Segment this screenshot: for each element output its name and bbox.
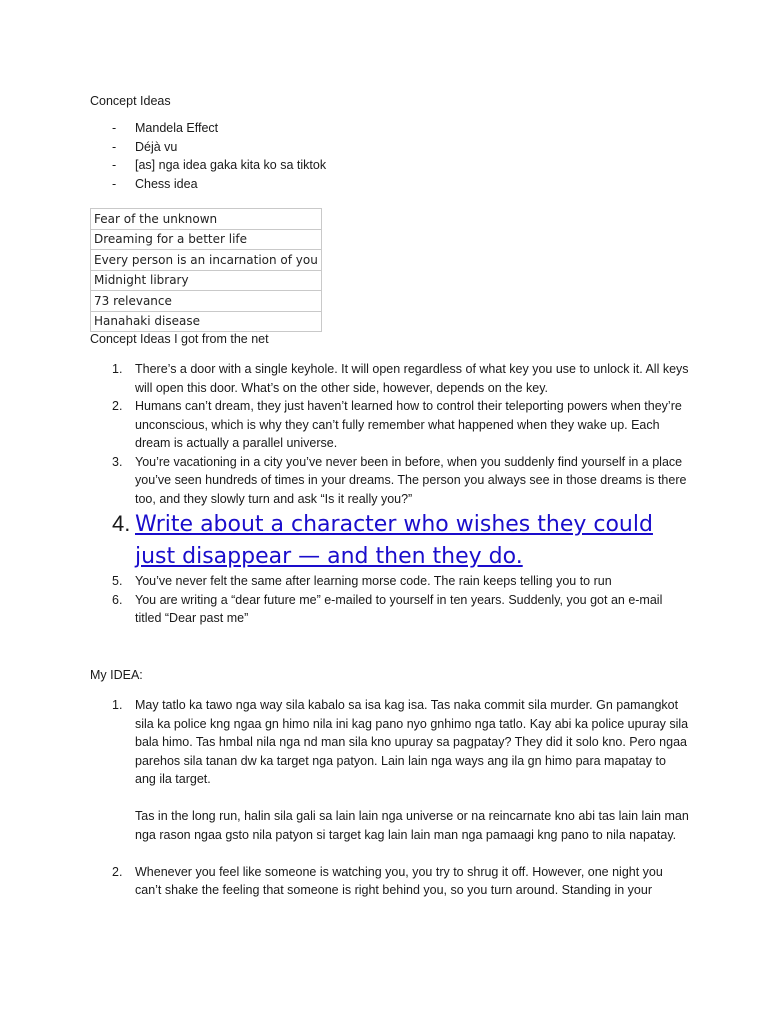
list-item bbox=[90, 572, 690, 591]
net-ideas-list bbox=[90, 360, 690, 628]
list-item-text: Humans can’t dream, they just haven’t learned how to control their teleporting powers when they’re unconscious, which is why they can’t fully remember what happened when they wake up. Each dream is actually a parallel universe. bbox=[135, 399, 682, 450]
list-number: 3. bbox=[112, 454, 123, 469]
bullet-dash: - bbox=[112, 176, 117, 191]
net-ideas-heading: Concept Ideas I got from the net bbox=[90, 332, 269, 346]
list-number: 2. bbox=[112, 399, 123, 413]
table-cell: Fear of the unknown bbox=[91, 209, 322, 230]
list-item bbox=[90, 696, 690, 844]
list-number: 6. bbox=[112, 592, 123, 607]
list-item-text: [as] nga idea gaka kita ko sa tiktok bbox=[135, 158, 327, 172]
bullet-dash: - bbox=[112, 158, 117, 172]
concept-ideas-heading: Concept Ideas bbox=[90, 94, 171, 108]
table-cell: Midnight library bbox=[91, 270, 322, 291]
table-cell: 73 relevance bbox=[91, 291, 322, 312]
bullet-dash: - bbox=[112, 121, 117, 135]
list-item bbox=[90, 397, 690, 453]
list-item bbox=[90, 453, 690, 509]
table-row bbox=[91, 311, 322, 332]
paragraph: Whenever you feel like someone is watching you, you try to shrug it off. However, one night you can’t shake the feeling that someone is right behind you, so you turn around. Standing in your bbox=[135, 864, 663, 897]
list-number: 1. bbox=[112, 362, 123, 376]
table-row bbox=[91, 291, 322, 312]
table-row bbox=[91, 229, 322, 250]
table-cell: Every person is an incarnation of you bbox=[91, 250, 322, 271]
ideas-table bbox=[90, 208, 322, 332]
bullet-dash: - bbox=[112, 139, 117, 154]
list-item bbox=[90, 591, 690, 628]
list-number: 5. bbox=[112, 574, 123, 588]
my-ideas-list bbox=[90, 696, 690, 900]
table-row bbox=[91, 209, 322, 230]
table-cell: Dreaming for a better life bbox=[91, 229, 322, 250]
my-idea-heading: My IDEA: bbox=[90, 668, 143, 682]
table-row bbox=[91, 250, 322, 271]
paragraph: Tas in the long run, halin sila gali sa lain lain nga universe or na reincarnate kno abi tas lain lain man nga rason ngaa gsto nila patyon si target kag lain lain man nga pamaagi kng pano to nila napatay. bbox=[135, 809, 689, 842]
list-item-text: Déjà vu bbox=[135, 139, 178, 154]
list-number: 4. bbox=[112, 511, 131, 536]
list-item-text: There’s a door with a single keyhole. It will open regardless of what key you use to unlock it. All keys will open this door. What’s on the other side, however, depends on the key. bbox=[135, 362, 689, 395]
list-number: 2. bbox=[112, 864, 123, 879]
list-item bbox=[90, 863, 690, 900]
list-number: 1. bbox=[112, 698, 123, 712]
list-item bbox=[90, 360, 690, 397]
table-row bbox=[91, 270, 322, 291]
list-item-text: You’ve never felt the same after learning morse code. The rain keeps telling you to run bbox=[135, 574, 612, 588]
list-item-text: You are writing a “dear future me” e-mailed to yourself in ten years. Suddenly, you got an e-mail titled “Dear past me” bbox=[135, 592, 663, 625]
list-item-text: Chess idea bbox=[135, 176, 198, 191]
paragraph: May tatlo ka tawo nga way sila kabalo sa isa kag isa. Tas naka commit sila murder. Gn pamangkot sila ka police kng ngaa gn himo nila ini kag pano nyo gnhimo nga tatlo. Kay abi ka police upuray sila bala himo. Tas hmbal nila nga nd man sila kno upuray sa pagpatay? They did it solo kno. Pero ngaa parehos sila tanan dw ka target nga patyon. Lain lain nga ways ang ila gn himo para mapatay to ang ila target. bbox=[135, 698, 689, 786]
prompt-link[interactable]: Write about a character who wishes they could just disappear — and then they do. bbox=[135, 512, 653, 569]
table-cell: Hanahaki disease bbox=[91, 311, 322, 332]
list-item-text: You’re vacationing in a city you’ve never been in before, when you suddenly find yourself in a place you’ve seen hundreds of times in your dreams. The person you always see in those dreams is there too, and they slowly turn and ask “Is it really you?” bbox=[135, 454, 687, 506]
list-item-text: Mandela Effect bbox=[135, 121, 219, 135]
list-item bbox=[90, 508, 690, 572]
